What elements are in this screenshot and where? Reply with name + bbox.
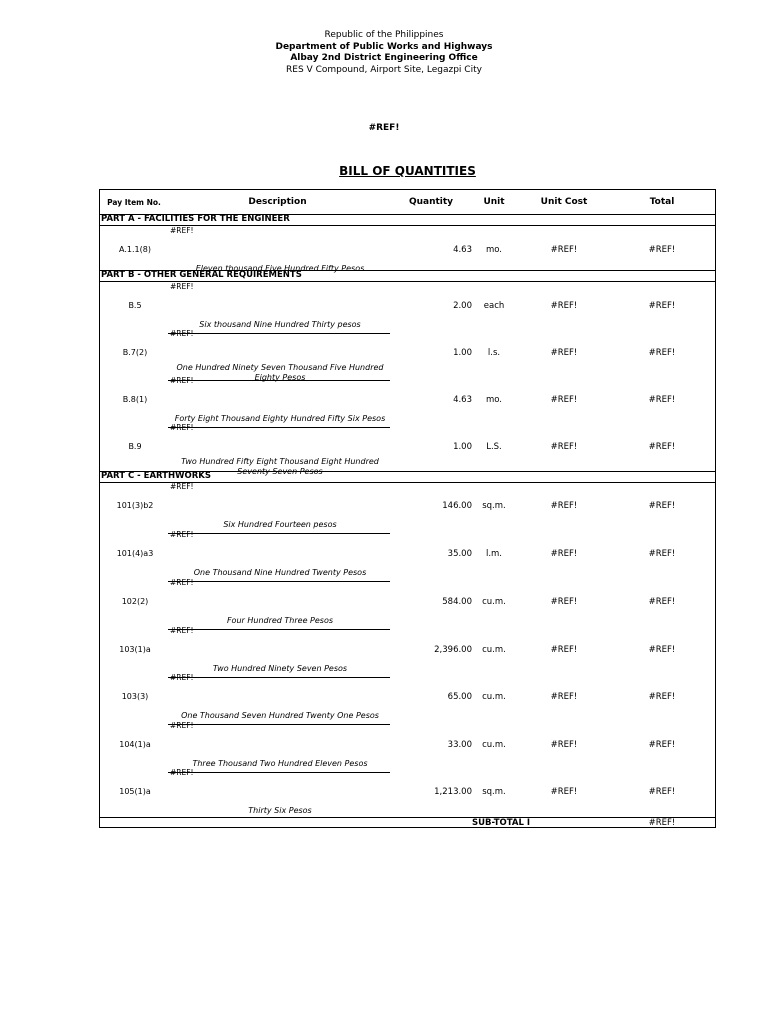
item-total: #REF!	[648, 395, 676, 405]
pay-item-code: B.9	[128, 442, 142, 451]
item-quantity: 4.63	[453, 395, 472, 405]
item-total: #REF!	[648, 597, 676, 607]
item-total: #REF!	[648, 692, 676, 702]
item-ref-label: #REF!	[170, 721, 194, 730]
item-ref-label: #REF!	[170, 282, 194, 291]
item-quantity: 65.00	[447, 692, 472, 702]
item-quantity: 1,213.00	[434, 787, 472, 797]
item-ref-label: #REF!	[170, 768, 194, 777]
item-description: Eleven thousand Five Hundred Fifty Pesos	[195, 264, 365, 273]
item-total: #REF!	[648, 787, 676, 797]
pay-item-code: 105(1)a	[119, 787, 151, 796]
item-unit-cost: #REF!	[550, 442, 578, 452]
item-description: Forty Eight Thousand Eighty Hundred Fifty Six Pesos	[174, 414, 386, 423]
item-total: #REF!	[648, 442, 676, 452]
item-unit-cost: #REF!	[550, 740, 578, 750]
item-unit: sq.m.	[482, 787, 506, 797]
item-ref-label: #REF!	[170, 423, 194, 432]
item-description: Six thousand Nine Hundred Thirty pesos	[199, 320, 361, 329]
header-republic: Republic of the Philippines	[324, 30, 444, 40]
item-quantity: 2,396.00	[434, 645, 472, 655]
item-description: One Hundred Ninety Seven Thousand Five Hundred Eighty Pesos	[176, 363, 384, 382]
item-unit-cost: #REF!	[550, 645, 578, 655]
item-description: Two Hundred Ninety Seven Pesos	[212, 664, 348, 673]
description-underline	[168, 427, 390, 428]
item-description: One Thousand Seven Hundred Twenty One Pesos	[181, 711, 379, 720]
pay-item-code: 101(3)b2	[116, 501, 154, 510]
item-unit-cost: #REF!	[550, 597, 578, 607]
description-underline	[168, 581, 390, 582]
project-title: #REF!	[368, 123, 400, 133]
col-header-total: Total	[649, 197, 675, 207]
item-unit: cu.m.	[482, 597, 506, 607]
item-unit: each	[483, 301, 505, 311]
item-unit: mo.	[485, 395, 503, 405]
pay-item-code: 103(1)a	[119, 645, 151, 654]
item-unit: sq.m.	[482, 501, 506, 511]
item-ref-label: #REF!	[170, 626, 194, 635]
item-ref-label: #REF!	[170, 530, 194, 539]
item-unit-cost: #REF!	[550, 501, 578, 511]
item-ref-label: #REF!	[170, 578, 194, 587]
item-description: Four Hundred Three Pesos	[226, 616, 334, 625]
item-total: #REF!	[648, 740, 676, 750]
description-underline	[168, 772, 390, 773]
bill-of-quantities-table	[99, 189, 716, 828]
subtotal-value: #REF!	[648, 818, 676, 828]
pay-item-code: B.8(1)	[122, 395, 148, 404]
description-underline	[168, 629, 390, 630]
item-unit-cost: #REF!	[550, 301, 578, 311]
item-ref-label: #REF!	[170, 673, 194, 682]
item-unit-cost: #REF!	[550, 787, 578, 797]
description-underline	[168, 533, 390, 534]
subtotal-divider	[100, 817, 715, 818]
item-description: Thirty Six Pesos	[248, 806, 312, 815]
item-unit-cost: #REF!	[550, 395, 578, 405]
item-unit: l.m.	[485, 549, 503, 559]
item-total: #REF!	[648, 348, 676, 358]
part-title: PART C - EARTHWORKS	[101, 471, 211, 481]
item-unit: L.S.	[486, 442, 502, 452]
part-title: PART A - FACILITIES FOR THE ENGINEER	[101, 214, 290, 224]
item-total: #REF!	[648, 645, 676, 655]
item-total: #REF!	[648, 549, 676, 559]
item-quantity: 146.00	[442, 501, 472, 511]
item-quantity: 584.00	[442, 597, 472, 607]
item-unit: mo.	[485, 245, 503, 255]
item-quantity: 1.00	[453, 442, 472, 452]
description-underline	[168, 724, 390, 725]
item-unit-cost: #REF!	[550, 348, 578, 358]
part-title: PART B - OTHER GENERAL REQUIREMENTS	[101, 270, 302, 280]
item-ref-label: #REF!	[170, 329, 194, 338]
header-district-office: Albay 2nd District Engineering Office	[290, 53, 478, 63]
col-header-unit-cost: Unit Cost	[540, 197, 588, 207]
pay-item-code: B.7(2)	[122, 348, 148, 357]
item-description: Two Hundred Fifty Eight Thousand Eight Hundred Seventy Seven Pesos	[181, 457, 379, 476]
col-header-pay-item: Pay Item No.	[107, 198, 161, 207]
item-total: #REF!	[648, 245, 676, 255]
subtotal-label: SUB-TOTAL I	[471, 818, 531, 828]
pay-item-code: B.5	[128, 301, 142, 310]
item-quantity: 4.63	[453, 245, 472, 255]
item-unit-cost: #REF!	[550, 245, 578, 255]
item-unit: cu.m.	[482, 692, 506, 702]
item-ref-label: #REF!	[170, 482, 194, 491]
item-total: #REF!	[648, 301, 676, 311]
item-quantity: 33.00	[447, 740, 472, 750]
description-underline	[168, 380, 390, 381]
pay-item-code: 104(1)a	[119, 740, 151, 749]
item-quantity: 1.00	[453, 348, 472, 358]
item-unit: l.s.	[487, 348, 501, 358]
col-header-quantity: Quantity	[408, 197, 454, 207]
item-quantity: 35.00	[447, 549, 472, 559]
item-description: One Thousand Nine Hundred Twenty Pesos	[193, 568, 367, 577]
col-header-unit: Unit	[483, 197, 505, 207]
document-title: BILL OF QUANTITIES	[339, 164, 476, 178]
description-underline	[168, 677, 390, 678]
pay-item-code: 103(3)	[121, 692, 149, 701]
item-unit: cu.m.	[482, 645, 506, 655]
item-unit-cost: #REF!	[550, 692, 578, 702]
pay-item-code: 101(4)a3	[116, 549, 154, 558]
item-ref-label: #REF!	[170, 376, 194, 385]
item-ref-label: #REF!	[170, 226, 194, 235]
pay-item-code: 102(2)	[121, 597, 149, 606]
item-description: Three Thousand Two Hundred Eleven Pesos	[192, 759, 368, 768]
item-unit-cost: #REF!	[550, 549, 578, 559]
item-total: #REF!	[648, 501, 676, 511]
item-description: Six Hundred Fourteen pesos	[223, 520, 337, 529]
col-header-description: Description	[248, 197, 307, 207]
description-underline	[168, 333, 390, 334]
item-quantity: 2.00	[453, 301, 472, 311]
header-address: RES V Compound, Airport Site, Legazpi City	[286, 65, 482, 75]
pay-item-code: A.1.1(8)	[119, 245, 151, 254]
item-unit: cu.m.	[482, 740, 506, 750]
header-department: Department of Public Works and Highways	[275, 42, 493, 52]
